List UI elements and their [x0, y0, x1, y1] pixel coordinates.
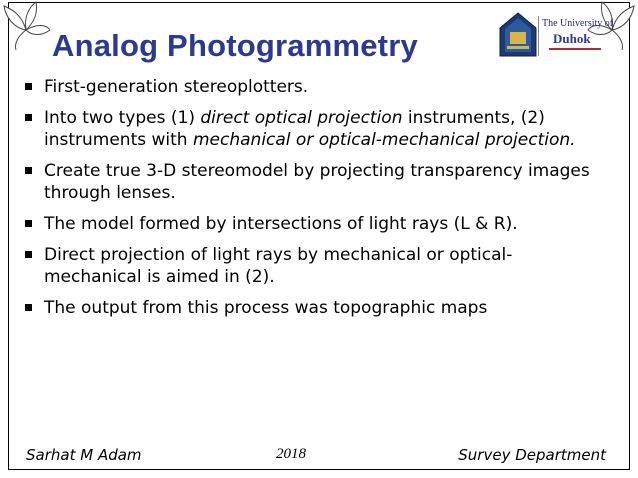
logo-underline [549, 48, 601, 50]
slide-frame-top [8, 2, 630, 3]
bullet-text [44, 214, 518, 234]
bullet-item [22, 160, 607, 204]
bullet-text [44, 245, 512, 287]
footer-department: Survey Department [458, 446, 606, 464]
university-logo-icon [498, 12, 538, 58]
bullet-text [44, 77, 308, 97]
bullet-emphasis: mechanical or optical-mechanical projection. [192, 130, 576, 150]
bullet-segment: First-generation stereoplotters. [44, 77, 309, 97]
bullet-segment: Create true 3-D stereomodel by projecting transparency images through lenses. [44, 161, 590, 203]
bullet-item [22, 244, 607, 288]
bullet-text [44, 298, 487, 318]
bullet-segment: instruments, (2) instruments with [44, 108, 545, 150]
slide-frame-left [8, 2, 9, 470]
bullet-text [44, 108, 576, 150]
university-line: The University of [542, 18, 614, 29]
square-bullet-icon [25, 114, 32, 121]
bullet-list [22, 76, 607, 328]
footer-year: 2018 [276, 446, 306, 462]
logo-text [538, 16, 614, 56]
university-logo [498, 12, 614, 58]
bullet-segment: The output from this process was topographic maps [44, 298, 488, 318]
square-bullet-icon [25, 83, 32, 90]
university-name: Duhok [553, 31, 591, 46]
square-bullet-icon [25, 304, 32, 311]
bullet-text [44, 161, 590, 203]
square-bullet-icon [25, 220, 32, 227]
bullet-item [22, 213, 607, 235]
slide-frame-right [629, 2, 630, 470]
square-bullet-icon [25, 251, 32, 258]
bullet-segment: Direct projection of light rays by mechanical or optical-mechanical is aimed in (2). [44, 245, 513, 287]
bullet-item [22, 107, 607, 151]
slide-frame-bottom [8, 469, 630, 470]
lily-flower-icon [0, 0, 52, 52]
bullet-segment: Into two types (1) [44, 108, 201, 128]
square-bullet-icon [25, 167, 32, 174]
slide-title: Analog Photogrammetry [52, 28, 418, 63]
bullet-emphasis: direct optical projection [200, 108, 403, 128]
bullet-item [22, 76, 607, 98]
bullet-segment: The model formed by intersections of light rays (L & R). [44, 214, 518, 234]
bullet-item [22, 297, 607, 319]
footer-author: Sarhat M Adam [26, 446, 142, 464]
